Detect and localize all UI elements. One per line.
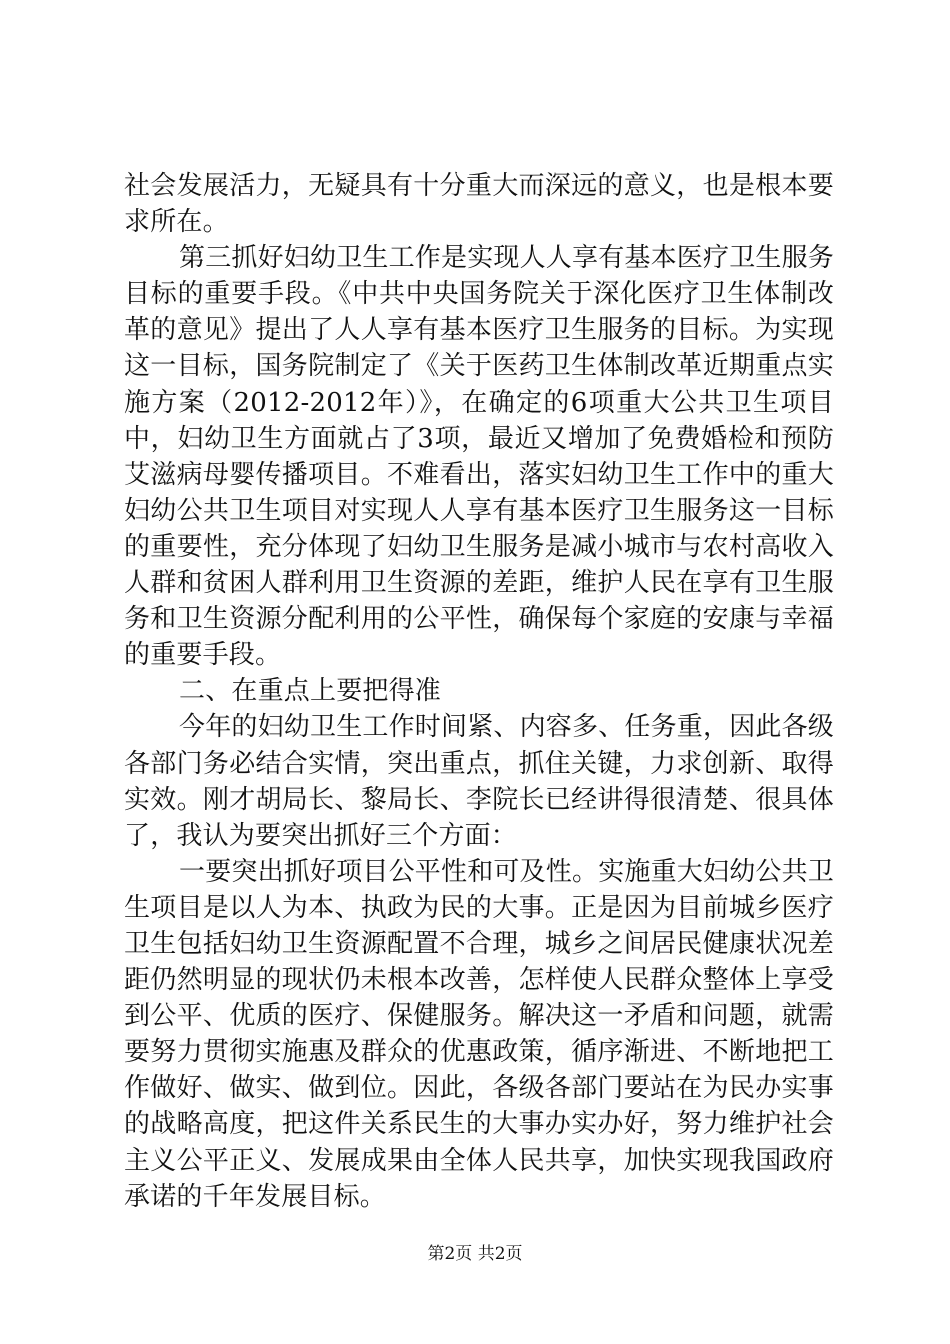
- paragraph-first-point: 一要突出抓好项目公平性和可及性。实施重大妇幼公共卫生项目是以人为本、执政为民的大事。正是因为目前城乡医疗卫生包括妇幼卫生资源配置不合理，城乡之间居民健康状况差距仍然明显的现状仍未根本改善，怎样使人民群众整体上享受到公平、优质的医疗、保健服务。解决这一矛盾和问题，就需要努力贯彻实施惠及群众的优惠政策，循序渐进、不断地把工作做好、做实、做到位。因此，各级各部门要站在为民办实事的战略高度，把这件关系民生的大事办实办好，努力维护社会主义公平正义、发展成果由全体人民共享，加快实现我国政府承诺的千年发展目标。: [124, 856, 835, 1212]
- paragraph-third-point: 第三抓好妇幼卫生工作是实现人人享有基本医疗卫生服务目标的重要手段。《中共中央国务院关于深化医疗卫生体制改革的意见》提出了人人享有基本医疗卫生服务的目标。为实现这一目标，国务院制定了《关于医药卫生体制改革近期重点实施方案（2012-2012年）》，在确定的6项重大公共卫生项目中，妇幼卫生方面就占了3项，最近又增加了免费婚检和预防艾滋病母婴传播项目。不难看出，落实妇幼卫生工作中的重大妇幼公共卫生项目对实现人人享有基本医疗卫生服务这一目标的重要性，充分体现了妇幼卫生服务是减小城市与农村高收入人群和贫困人群利用卫生资源的差距，维护人民在享有卫生服务和卫生资源分配利用的公平性，确保每个家庭的安康与幸福的重要手段。: [124, 243, 835, 671]
- section-heading: 二、在重点上要把得准: [179, 676, 442, 707]
- page-number-footer: 第2页 共2页: [427, 1244, 523, 1264]
- document-body: [124, 168, 834, 1215]
- paragraph-continuation: 社会发展活力，无疑具有十分重大而深远的意义，也是根本要求所在。: [124, 171, 834, 238]
- paragraph-overview: 今年的妇幼卫生工作时间紧、内容多、任务重，因此各级各部门务必结合实情，突出重点，抓住关键，力求创新、取得实效。刚才胡局长、黎局长、李院长已经讲得很清楚、很具体了，我认为要突出抓好三个方面：: [124, 712, 835, 851]
